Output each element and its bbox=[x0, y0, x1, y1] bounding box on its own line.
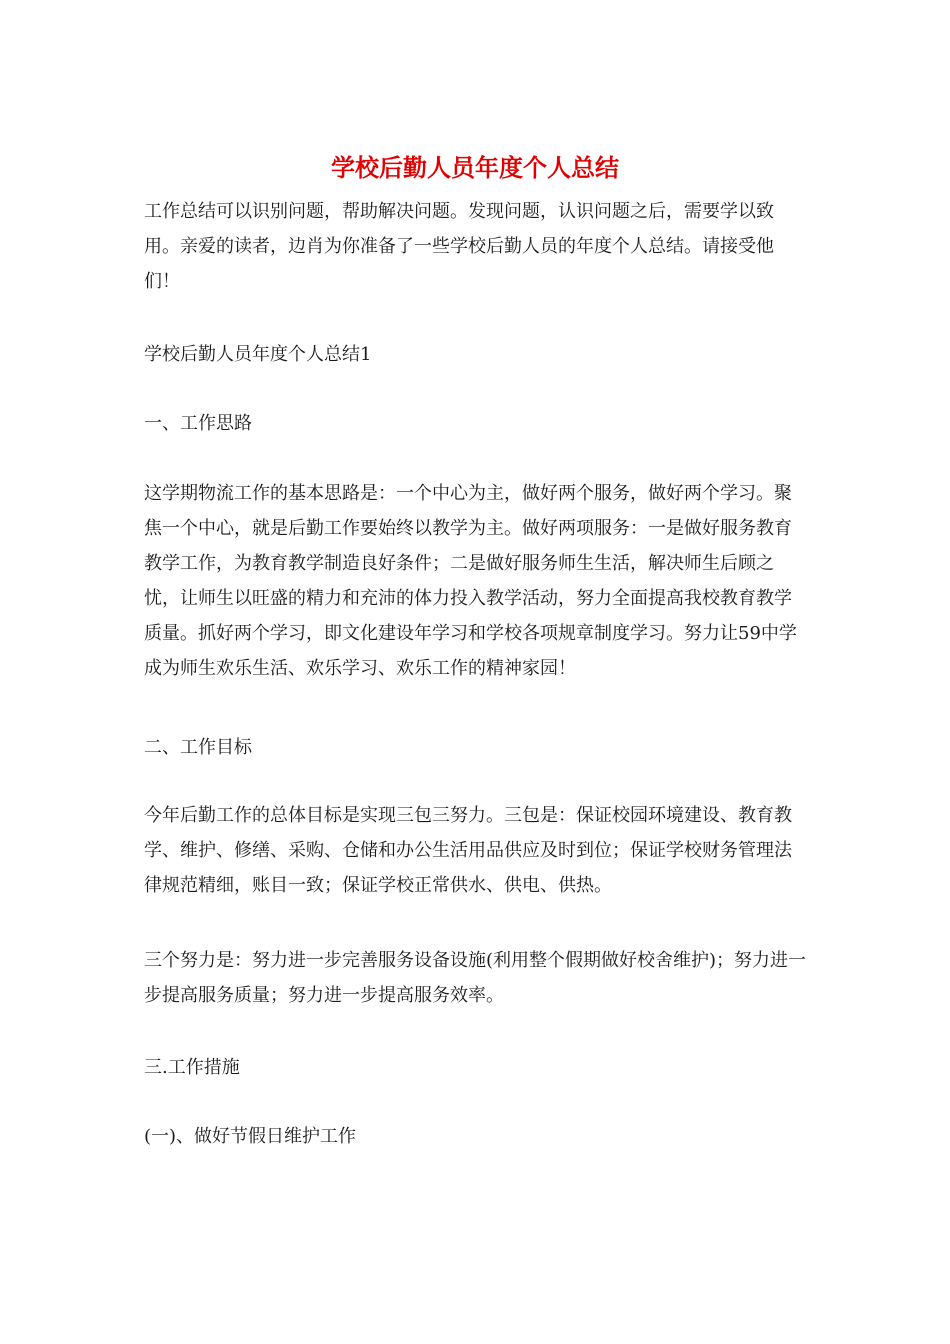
section-2-heading: 二、工作目标 bbox=[144, 737, 252, 758]
section-3-heading: 三.工作措施 bbox=[144, 1057, 240, 1078]
subtitle-1: 学校后勤人员年度个人总结1 bbox=[144, 344, 372, 365]
document-title: 学校后勤人员年度个人总结 bbox=[331, 154, 619, 182]
intro-paragraph: 工作总结可以识别问题，帮助解决问题。发现问题，认识问题之后，需要学以致用。亲爱的读者，边肖为你准备了一些学校后勤人员的年度个人总结。请接受他们！ bbox=[144, 201, 774, 292]
section-3-sub-1: (一)、做好节假日维护工作 bbox=[144, 1126, 357, 1147]
section-1-body: 这学期物流工作的基本思路是：一个中心为主，做好两个服务，做好两个学习。聚焦一个中心，就是后勤工作要始终以教学为主。做好两项服务：一是做好服务教育教学工作，为教育教学制造良好条件；二是做好服务师生生活，解决师生后顾之忧，让师生以旺盛的精力和充沛的体力投入教学活动，努力全面提高我校教育教学质量。抓好两个学习，即文化建设年学习和学校各项规章制度学习。努力让59中学成为师生欢乐生活、欢乐学习、欢乐工作的精神家园！ bbox=[144, 483, 797, 679]
section-1-heading: 一、工作思路 bbox=[144, 413, 252, 434]
section-2-body-1: 今年后勤工作的总体目标是实现三包三努力。三包是：保证校园环境建设、教育教学、维护、修缮、采购、仓储和办公生活用品供应及时到位；保证学校财务管理法律规范精细，账目一致；保证学校正常供水、供电、供热。 bbox=[144, 805, 792, 896]
section-2-body-2: 三个努力是：努力进一步完善服务设备设施(利用整个假期做好校舍维护)；努力进一步提高服务质量；努力进一步提高服务效率。 bbox=[144, 950, 807, 1006]
